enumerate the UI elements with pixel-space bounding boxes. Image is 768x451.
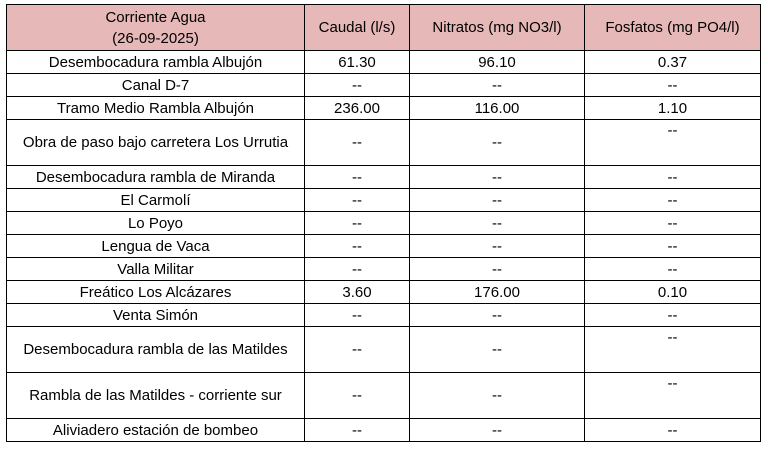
header-corriente-agua	[7, 5, 305, 51]
row-fosfatos: --	[585, 327, 761, 373]
row-fosfatos: 0.10	[585, 281, 761, 304]
row-name: El Carmolí	[7, 189, 305, 212]
row-fosfatos: --	[585, 166, 761, 189]
row-caudal: 61.30	[305, 51, 410, 74]
row-caudal: --	[305, 120, 410, 166]
row-name: Rambla de las Matildes - corriente sur	[7, 373, 305, 419]
row-name: Valla Militar	[7, 258, 305, 281]
table-row	[7, 258, 761, 281]
table-row	[7, 419, 761, 442]
row-nitratos: --	[410, 189, 585, 212]
row-caudal: --	[305, 327, 410, 373]
row-fosfatos: --	[585, 373, 761, 419]
table-row	[7, 281, 761, 304]
table-row	[7, 212, 761, 235]
row-fosfatos: --	[585, 189, 761, 212]
row-name: Canal D-7	[7, 74, 305, 97]
header-fosfatos: Fosfatos (mg PO4/l)	[585, 5, 761, 51]
row-nitratos: --	[410, 327, 585, 373]
row-fosfatos: --	[585, 258, 761, 281]
row-name: Freático Los Alcázares	[7, 281, 305, 304]
row-nitratos: --	[410, 120, 585, 166]
table-row	[7, 97, 761, 120]
header-caudal: Caudal (l/s)	[305, 5, 410, 51]
row-caudal: --	[305, 189, 410, 212]
row-nitratos: 116.00	[410, 97, 585, 120]
row-name: Lengua de Vaca	[7, 235, 305, 258]
row-fosfatos: --	[585, 74, 761, 97]
row-caudal: --	[305, 258, 410, 281]
row-name: Desembocadura rambla Albujón	[7, 51, 305, 74]
row-fosfatos: 0.37	[585, 51, 761, 74]
row-name: Tramo Medio Rambla Albujón	[7, 97, 305, 120]
row-caudal: --	[305, 304, 410, 327]
row-nitratos: 96.10	[410, 51, 585, 74]
row-fosfatos: --	[585, 304, 761, 327]
row-nitratos: --	[410, 304, 585, 327]
row-fosfatos: --	[585, 120, 761, 166]
water-quality-table	[6, 4, 761, 442]
table-row	[7, 51, 761, 74]
row-name: Lo Poyo	[7, 212, 305, 235]
row-caudal: --	[305, 212, 410, 235]
row-caudal: --	[305, 74, 410, 97]
table-row	[7, 373, 761, 419]
row-caudal: 236.00	[305, 97, 410, 120]
table-row	[7, 304, 761, 327]
row-caudal: 3.60	[305, 281, 410, 304]
row-nitratos: --	[410, 373, 585, 419]
row-name: Aliviadero estación de bombeo	[7, 419, 305, 442]
row-nitratos: --	[410, 166, 585, 189]
row-name: Desembocadura rambla de Miranda	[7, 166, 305, 189]
row-nitratos: 176.00	[410, 281, 585, 304]
table-row	[7, 166, 761, 189]
header-corriente-label: Corriente Agua	[105, 8, 206, 26]
row-fosfatos: 1.10	[585, 97, 761, 120]
row-caudal: --	[305, 419, 410, 442]
row-fosfatos: --	[585, 235, 761, 258]
row-caudal: --	[305, 235, 410, 258]
row-nitratos: --	[410, 419, 585, 442]
row-nitratos: --	[410, 235, 585, 258]
table-row	[7, 120, 761, 166]
row-caudal: --	[305, 166, 410, 189]
header-nitratos: Nitratos (mg NO3/l)	[410, 5, 585, 51]
row-nitratos: --	[410, 212, 585, 235]
row-fosfatos: --	[585, 419, 761, 442]
table-header-row	[7, 5, 761, 51]
table-row	[7, 189, 761, 212]
table-row	[7, 235, 761, 258]
table-row	[7, 74, 761, 97]
row-fosfatos: --	[585, 212, 761, 235]
table-row	[7, 327, 761, 373]
row-name: Venta Simón	[7, 304, 305, 327]
row-nitratos: --	[410, 74, 585, 97]
header-date: (26-09-2025)	[112, 29, 199, 47]
row-nitratos: --	[410, 258, 585, 281]
table-body	[7, 51, 761, 442]
row-name: Desembocadura rambla de las Matildes	[7, 327, 305, 373]
row-caudal: --	[305, 373, 410, 419]
row-name: Obra de paso bajo carretera Los Urrutia	[7, 120, 305, 166]
